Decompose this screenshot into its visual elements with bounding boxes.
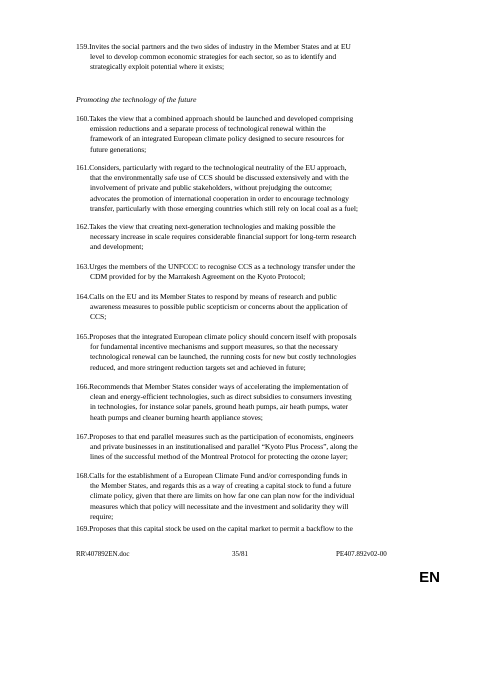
paragraph-text: Takes the view that creating next-generation technologies and making possible the — [89, 222, 336, 231]
paragraph-line — [76, 413, 436, 423]
paragraph-number: 162. — [76, 222, 90, 231]
paragraph-text: framework of an integrated European climate policy designed to secure resources for — [90, 134, 345, 144]
paragraph-line — [76, 512, 436, 522]
paragraph-text: require; — [90, 511, 114, 521]
paragraph-text: climate policy, given that there are limits on how far one can plan now for the individual — [90, 491, 355, 501]
paragraph-text: emission reductions and a separate process of technological renewal within the — [90, 124, 326, 134]
paragraph-line — [76, 194, 436, 204]
paragraph-text: Calls for the establishment of a European Climate Fund and/or corresponding funds in — [89, 471, 348, 480]
section-heading: Promoting the technology of the future — [76, 95, 197, 104]
paragraph-text: Takes the view that a combined approach should be launched and developed comprising — [89, 114, 354, 123]
paragraph-text: advocates the promotion of international cooperation in order to encourage technology — [90, 193, 349, 203]
paragraph-number: 160. — [76, 114, 90, 123]
paragraph-line — [76, 524, 436, 534]
paragraph-text: and development; — [90, 242, 144, 252]
paragraph-line — [76, 352, 436, 362]
paragraph-number: 167. — [76, 432, 90, 441]
numbered-paragraph — [76, 163, 436, 214]
paragraph-line — [76, 432, 436, 442]
paragraph-line — [76, 402, 436, 412]
paragraph-text: level to develop common economic strategies for each sector, so as to identify and — [90, 52, 337, 62]
paragraph-text: clean and energy-efficient technologies, such as direct subsidies to consumers investing — [90, 392, 352, 402]
paragraph-line — [76, 382, 436, 392]
paragraph-line — [76, 222, 436, 232]
paragraph-text: that the environmentally safe use of CCS should be discussed extensively and with the — [90, 173, 349, 183]
numbered-paragraph — [76, 471, 436, 522]
paragraph-line — [76, 134, 436, 144]
paragraph-text: and private businesses in an institutionalised and parallel “Kyoto Plus Process”, along the — [90, 442, 358, 452]
paragraph-text: Proposes to that end parallel measures such as the participation of economists, engineers — [89, 432, 354, 441]
paragraph-number: 169. — [76, 524, 90, 533]
paragraph-line — [76, 392, 436, 402]
paragraph-line — [76, 114, 436, 124]
paragraph-line — [76, 173, 436, 183]
paragraph-line — [76, 452, 436, 462]
paragraph-line — [76, 242, 436, 252]
paragraph-number: 164. — [76, 292, 90, 301]
paragraph-text: reduced, and more stringent reduction targets set and achieved in future; — [90, 362, 306, 372]
paragraph-line — [76, 442, 436, 452]
paragraph-line — [76, 124, 436, 134]
numbered-paragraph — [76, 382, 436, 423]
paragraph-text: lines of the successful method of the Montreal Protocol for protecting the ozone layer; — [90, 452, 348, 462]
paragraph-text: transfer, particularly with those emerging countries which still rely on local coal as a fuel; — [90, 203, 358, 213]
paragraph-number: 159. — [76, 42, 90, 51]
language-code: EN — [419, 569, 440, 586]
numbered-paragraph — [76, 292, 436, 323]
paragraph-text: Invites the social partners and the two sides of industry in the Member States and at EU — [89, 42, 351, 51]
numbered-paragraph — [76, 332, 436, 373]
paragraph-line — [76, 302, 436, 312]
paragraph-line — [76, 312, 436, 322]
paragraph-line — [76, 471, 436, 481]
paragraph-text: Considers, particularly with regard to the technological neutrality of the EU approach, — [89, 163, 347, 172]
paragraph-text: strategically exploit potential where it exists; — [90, 62, 225, 72]
paragraph-text: future generations; — [90, 144, 147, 154]
numbered-paragraph — [76, 222, 436, 253]
paragraph-line — [76, 292, 436, 302]
paragraph-line — [76, 491, 436, 501]
paragraph-text: Proposes that the integrated European climate policy should concern itself with proposals — [89, 332, 357, 341]
footer-document-ref: RR\407892EN.doc — [76, 550, 130, 558]
paragraph-line — [76, 42, 436, 52]
paragraph-number: 166. — [76, 382, 90, 391]
paragraph-line — [76, 62, 436, 72]
paragraph-text: awareness measures to possible public scepticism or concerns about the application of — [90, 302, 348, 312]
paragraph-text: involvement of private and public stakeholders, without prejudging the outcome; — [90, 183, 332, 193]
numbered-paragraph — [76, 42, 436, 73]
paragraph-text: technological renewal can be launched, the running costs for new but costly technologies — [90, 352, 357, 362]
paragraph-number: 168. — [76, 471, 90, 480]
paragraph-text: measures which that policy will necessitate and the investment and solidarity they will — [90, 501, 349, 511]
paragraph-text: CDM provided for by the Marrakesh Agreement on the Kyoto Protocol; — [90, 272, 306, 282]
numbered-paragraph — [76, 114, 436, 155]
paragraph-line — [76, 204, 436, 214]
paragraph-number: 165. — [76, 332, 90, 341]
paragraph-text: in technologies, for instance solar panels, ground heath pumps, air heath pumps, water — [90, 402, 349, 412]
paragraph-line — [76, 481, 436, 491]
paragraph-text: CCS; — [90, 312, 107, 322]
paragraph-line — [76, 183, 436, 193]
numbered-paragraph — [76, 432, 436, 463]
paragraph-number: 163. — [76, 262, 90, 271]
paragraph-line — [76, 342, 436, 352]
paragraph-line — [76, 272, 436, 282]
paragraph-text: Urges the members of the UNFCCC to recognise CCS as a technology transfer under the — [89, 262, 356, 271]
footer-pe-number: PE407.892v02-00 — [336, 550, 387, 558]
paragraph-line — [76, 363, 436, 373]
paragraph-text: Recommends that Member States consider ways of accelerating the implementation of — [89, 382, 349, 391]
paragraph-text: the Member States, and regards this as a way of creating a capital stock to fund a future — [90, 481, 352, 491]
paragraph-line — [76, 502, 436, 512]
paragraph-text: heath pumps and cleaner burning hearth appliance stoves; — [90, 412, 263, 422]
paragraph-line — [76, 52, 436, 62]
paragraph-text: for fundamental incentive mechanisms and support measures, so that the necessary — [90, 342, 338, 352]
paragraph-text: necessary increase in scale requires considerable financial support for long-term research — [90, 232, 357, 242]
paragraph-text: Calls on the EU and its Member States to respond by means of research and public — [89, 292, 337, 301]
paragraph-number: 161. — [76, 163, 90, 172]
paragraph-line — [76, 145, 436, 155]
numbered-paragraph — [76, 262, 436, 282]
paragraph-line — [76, 232, 436, 242]
numbered-paragraph — [76, 524, 436, 534]
paragraph-line — [76, 262, 436, 272]
paragraph-text: Proposes that this capital stock be used on the capital market to permit a backflow to the — [89, 524, 353, 533]
paragraph-line — [76, 163, 436, 173]
paragraph-line — [76, 332, 436, 342]
footer-page-number: 35/81 — [232, 550, 248, 558]
